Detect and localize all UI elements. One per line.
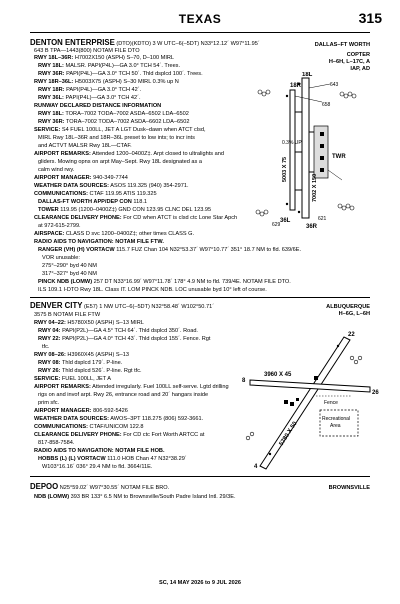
denton-line: TOWER 119.95 (1200–0400Z‡) GND CON 123.95 CLNC DEL 123.95 xyxy=(38,207,212,213)
rwy-dim-label: 7002 X 150 xyxy=(312,173,318,202)
denver-line: RWY 04: PAPI(P2L)—GA 4.5° TCH 64´. Thld dsplcd 350´. Road. xyxy=(38,328,198,334)
denver-line: AIRPORT REMARKS: Attended irregularly. Fuel 100LL self-serve. Lgtd drilling xyxy=(34,384,229,390)
denton-airport-diagram xyxy=(250,72,372,232)
tower-label: TWR xyxy=(332,154,346,160)
denton-line: RANGER (VH) (H) VORTACW 115.7 FUZ Chan 104 N32°53.37´ W97°10.77´ 351° 18.7 NM to fld. 639/6E. xyxy=(38,247,302,253)
denver-chart-ref-1: ALBUQUERQUE xyxy=(326,304,370,310)
elev-label: 643 xyxy=(330,82,339,88)
denver-line: prim sfc. xyxy=(38,400,60,406)
rwy36r-label: 36R xyxy=(306,224,318,230)
page-number: 315 xyxy=(358,10,382,26)
denton-line: RWY 36L: PAPI(P4L)—GA 3.0° TCH 42´. xyxy=(38,95,141,101)
denver-line: WEATHER DATA SOURCES: AWOS–3PT 118.275 (806) 592-3661. xyxy=(34,416,204,422)
denton-line: VOR unusable: xyxy=(42,255,80,261)
denton-chart-ref-2: COPTER xyxy=(346,52,370,58)
denver-line: RWY 08: Thld dsplcd 179´. P-line. xyxy=(38,360,123,366)
rwy-dim-label: 3960 X 45 xyxy=(264,372,292,378)
denton-line: 643 B TPA—1443(800) NOTAM FILE DTO xyxy=(34,48,140,54)
fence-label: Fence xyxy=(324,400,338,406)
elev-label: 629 xyxy=(272,222,281,228)
denver-line: RADIO AIDS TO NAVIGATION: NOTAM FILE HOB. xyxy=(34,448,165,454)
denver-line: SERVICE: FUEL 100LL, JET A xyxy=(34,376,112,382)
rec-area-label: Area xyxy=(330,423,341,429)
denton-line: RWY 18L: TORA–7002 TODA–7002 ASDA–6502 LDA–6502 xyxy=(38,111,189,117)
rec-area-label: Recreational xyxy=(322,416,351,422)
depoo-title-line xyxy=(30,483,169,492)
denton-line: gliders. Mowing opns on arpt May–Sept. Rwy 18L designated as a xyxy=(38,159,202,165)
rwy04-label: 4 xyxy=(254,464,258,470)
denton-chart-ref-3: H–6H, L–17C, A xyxy=(328,59,370,65)
denton-line: RADIO AIDS TO NAVIGATION: NOTAM FILE FTW. xyxy=(34,239,164,245)
denver-line: W103°16.16´ 036° 29.4 NM to fld. 3664/11E. xyxy=(42,464,153,470)
denver-line: RWY 04–22: H5780X50 (ASPH) S–13 MIRL xyxy=(34,320,144,326)
effective-dates-footer: SC, 14 MAY 2026 to 9 JUL 2026 xyxy=(159,580,241,586)
denver-line: 817-858-7584. xyxy=(38,440,75,446)
denton-line: RWY 36R: PAPI(P4L)—GA 3.0° TCH 50´. Thld dsplcd 100´. Trees. xyxy=(38,71,203,77)
denton-line: calm wind rwy. xyxy=(38,167,75,173)
denton-title-line xyxy=(30,39,260,48)
airport-name: DENVER CITY xyxy=(30,301,83,310)
rwy-dim-label: 5003 X 75 xyxy=(282,156,288,182)
denton-line: RWY 18R: PAPI(P4L)—GA 3.0° TCH 42´. xyxy=(38,87,142,93)
denton-chart-ref-4: IAP, AD xyxy=(350,66,370,72)
denver-airport-diagram xyxy=(230,318,380,478)
depoo-chart-ref: BROWNSVILLE xyxy=(328,485,370,491)
denton-line: RWY 18L–36R: H7002X150 (ASPH) S–70, D–100 MIRL xyxy=(34,55,175,61)
rwy-dim-label: 5780 X 50 xyxy=(278,420,299,448)
denton-line: RWY 18L: MALSR. PAPI(P4L)—GA 3.0° TCH 54´. Trees. xyxy=(38,63,181,69)
denton-line: and ACTVT MALSR Rwy 18L—CTAF. xyxy=(38,143,132,149)
top-rule xyxy=(30,32,370,33)
denton-line: at 972-615-2799. xyxy=(38,223,81,229)
denton-line: PINCK NDB (LOMW) 257 DT N33°16.99´ W97°11.78´ 178° 4.9 NM to fld. 739/4E. NOTAM FILE DTO. xyxy=(38,279,291,285)
airport-loc: (DTO)(KDTO) 3 W UTC–6(–5DT) N33°12.12´ W97°11.95´ xyxy=(116,41,260,47)
airport-name: DENTON ENTERPRISE xyxy=(30,38,115,47)
denton-line: AIRPORT MANAGER: 940-349-7744 xyxy=(34,175,128,181)
denver-line: CLEARANCE DELIVERY PHONE: For CD ctc Fort Worth ARTCC at xyxy=(34,432,205,438)
denver-line: rigs on and invof arpt. Rwy 26, entrance road and 20´ hangars inside xyxy=(38,392,209,398)
denver-line: COMMUNICATIONS: CTAF/UNICOM 122.8 xyxy=(34,424,144,430)
rwy36l-label: 36L xyxy=(280,218,291,224)
ramp-area xyxy=(314,126,328,178)
denton-line: AIRSPACE: CLASS D svc 1200–0400Z‡; other times CLASS G. xyxy=(34,231,195,237)
fix-loc: N25°59.02´ W97°30.55´ NOTAM FILE BRO. xyxy=(59,485,170,491)
rwy18r-label: 18R xyxy=(290,83,302,89)
denver-line: RWY 22: PAPI(P2L)—GA 4.0° TCH 43´. Thld dsplcd 155´. Fence. Rgt xyxy=(38,336,211,342)
state-header: TEXAS xyxy=(178,12,222,26)
section-rule xyxy=(30,476,370,477)
denver-chart-ref-2: H–6G, L–6H xyxy=(338,311,370,317)
denver-line: RWY 08–26: H3960X45 (ASPH) S–13 xyxy=(34,352,129,358)
rwy18l-label: 18L xyxy=(302,72,313,78)
denton-line: WEATHER DATA SOURCES: ASOS 119.325 (940) 354-2971. xyxy=(34,183,189,189)
runway-18r-36l xyxy=(290,90,295,210)
denver-line: 3575 B NOTAM FILE FTW xyxy=(34,312,101,318)
elev-label: 621 xyxy=(318,216,327,222)
denver-line: RWY 26: Thld dsplcd 526´. P-line. Rgt tfc. xyxy=(38,368,142,374)
denton-chart-ref-1: DALLAS–FT WORTH xyxy=(314,42,370,48)
denver-line: AIRPORT MANAGER: 806-592-5426 xyxy=(34,408,128,414)
denton-line: RWY 18R–36L: H5003X75 (ASPH) S–30 MIRL 0.3% up N xyxy=(34,79,179,85)
denton-line: MIRL Rwy 18L–36R and 18R–36L preset to low ints; to incr ints xyxy=(38,135,195,141)
denton-line: AIRPORT REMARKS: Attended 1200–0400Z‡. Arpt closed to ultralights and xyxy=(34,151,224,157)
denton-line: 317°–327° byd 40 NM xyxy=(42,271,97,277)
denton-line: RUNWAY DECLARED DISTANCE INFORMATION xyxy=(34,103,162,109)
depoo-line: NDB (LOMW) 393 BR 133° 6.5 NM to Brownsville/South Padre Island Intl. 29/3E. xyxy=(34,494,236,500)
denton-line: DALLAS-FT WORTH APP/DEP CON 118.1 xyxy=(38,199,148,205)
rwy22-label: 22 xyxy=(348,332,355,338)
airport-loc: (E57) 1 NW UTC–6(–5DT) N32°58.48´ W102°50.71´ xyxy=(83,304,215,310)
denver-line: HOBBS (L) (L) VORTACW 111.0 HOB Chan 47 N32°38.29´ xyxy=(38,456,187,462)
denton-line: SERVICE: S4 FUEL 100LL, JET A LGT Dusk–dawn when ATCT clsd, xyxy=(34,127,206,133)
fix-name: DEPOO xyxy=(30,482,59,491)
pct-label: 0.3% UP xyxy=(282,140,302,146)
denton-line: RWY 36R: TORA–7002 TODA–7002 ASDA–6602 LDA–6502 xyxy=(38,119,190,125)
denton-line: 275°–290° byd 40 NM xyxy=(42,263,97,269)
section-rule xyxy=(30,297,370,298)
rwy08-label: 8 xyxy=(242,378,246,384)
denver-title-line xyxy=(30,302,214,311)
denton-line: CLEARANCE DELIVERY PHONE: For CD when ATCT is clsd ctc Lone Star Apch xyxy=(34,215,238,221)
denton-line: ILS 109.1 I-DTO Rwy 18L. Class IT. LOM PINCK NDB. LOC unusable byd 10° left of course. xyxy=(38,287,267,293)
denton-line: COMMUNICATIONS: CTAF 119.95 ATIS 119.325 xyxy=(34,191,157,197)
denver-line: tfc. xyxy=(42,344,50,350)
elev-label: 658 xyxy=(322,102,331,108)
rwy26-label: 26 xyxy=(372,390,379,396)
